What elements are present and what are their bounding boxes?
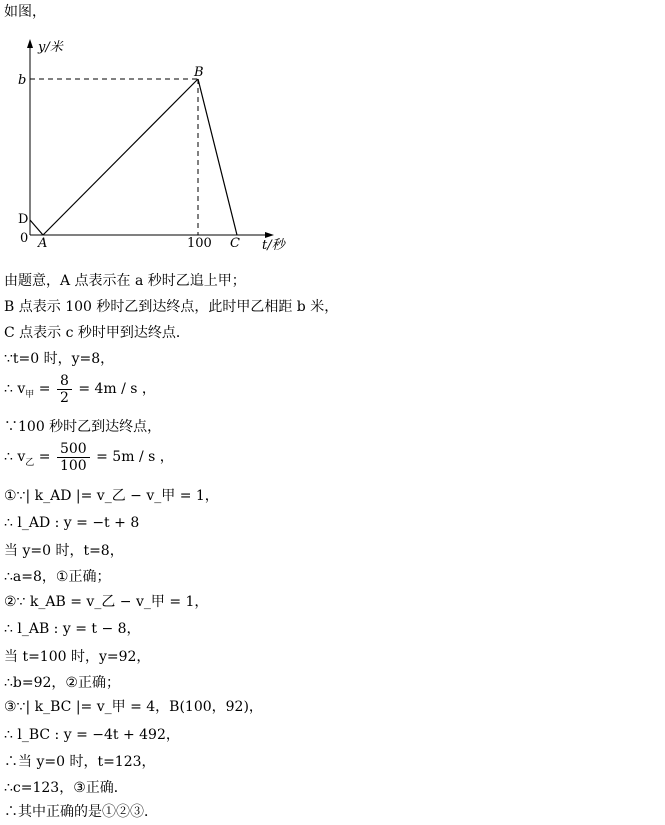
line-6: ∵100 秒时乙到达终点， bbox=[4, 419, 162, 435]
l7-sub: 乙 bbox=[25, 458, 35, 468]
l5-numerator: 8 bbox=[57, 373, 72, 390]
y-axis-arrow bbox=[27, 39, 33, 48]
line-11: ∴a=8，①正确； bbox=[4, 569, 111, 585]
label-b: b bbox=[18, 73, 27, 88]
line-5: ∴ $v_甲$ = $\frac{8}{2}$ = 4m / s ， bbox=[4, 372, 156, 406]
line-4: ∵t=0 时，y=8， bbox=[4, 351, 115, 367]
line-16: ③∵| k_BC |= v_甲 = 4，B(100，92)， bbox=[4, 699, 263, 715]
l7-pre: ∴ v bbox=[4, 449, 26, 465]
l7-denominator: 100 bbox=[59, 457, 87, 474]
label-C: C bbox=[230, 236, 240, 251]
line-12: ②∵ k_AB = v_乙 − v_甲 = 1， bbox=[4, 594, 209, 610]
l5-post: = 4m / s ， bbox=[78, 381, 156, 397]
l7-numerator: 500 bbox=[57, 441, 90, 458]
x-axis-label: t/秒 bbox=[262, 238, 285, 253]
label-A: A bbox=[38, 236, 48, 251]
line-9: ∴ l_AD : y = −t + 8 bbox=[4, 515, 140, 531]
line-18: ∴当 y=0 时，t=123， bbox=[4, 754, 156, 770]
label-0: 0 bbox=[20, 231, 29, 246]
line-2: B 点表示 100 秒时乙到达终点，此时甲乙相距 b 米， bbox=[4, 299, 339, 315]
intro-text: 如图， bbox=[4, 4, 46, 20]
label-D: D bbox=[18, 212, 29, 227]
label-100: 100 bbox=[187, 236, 212, 251]
line-20: ∴其中正确的是①②③． bbox=[4, 804, 158, 820]
l7-post: = 5m / s ， bbox=[96, 449, 174, 465]
line-3: C 点表示 c 秒时甲到达终点． bbox=[4, 325, 190, 341]
label-B: B bbox=[194, 65, 204, 80]
segment-DA bbox=[30, 220, 43, 235]
l7-fraction bbox=[57, 441, 90, 474]
line-14: 当 t=100 时，y=92， bbox=[4, 649, 151, 665]
line-19: ∴c=123，③正确． bbox=[4, 780, 128, 796]
line-7: ∴ $v_乙$ = $\frac{500}{100}$ = 5m / s ， bbox=[4, 440, 174, 474]
line-13: ∴ l_AB : y = t − 8， bbox=[4, 621, 141, 637]
line-17: ∴ l_BC : y = −4t + 492， bbox=[4, 727, 180, 743]
segment-BC bbox=[198, 79, 237, 235]
l5-fraction bbox=[57, 373, 72, 406]
y-axis-label: y/米 bbox=[38, 40, 63, 55]
segment-AB bbox=[43, 79, 198, 235]
l5-sub: 甲 bbox=[25, 390, 35, 400]
line-8: ①∵| k_AD |= v_乙 − v_甲 = 1， bbox=[4, 488, 219, 504]
line-15: ∴b=92，②正确； bbox=[4, 675, 120, 691]
line-10: 当 y=0 时，t=8， bbox=[4, 543, 124, 559]
line-1: 由题意，A 点表示在 a 秒时乙追上甲； bbox=[4, 273, 246, 289]
l5-denominator: 2 bbox=[59, 389, 69, 406]
distance-time-graph bbox=[0, 35, 300, 260]
l5-pre: ∴ v bbox=[4, 381, 26, 397]
